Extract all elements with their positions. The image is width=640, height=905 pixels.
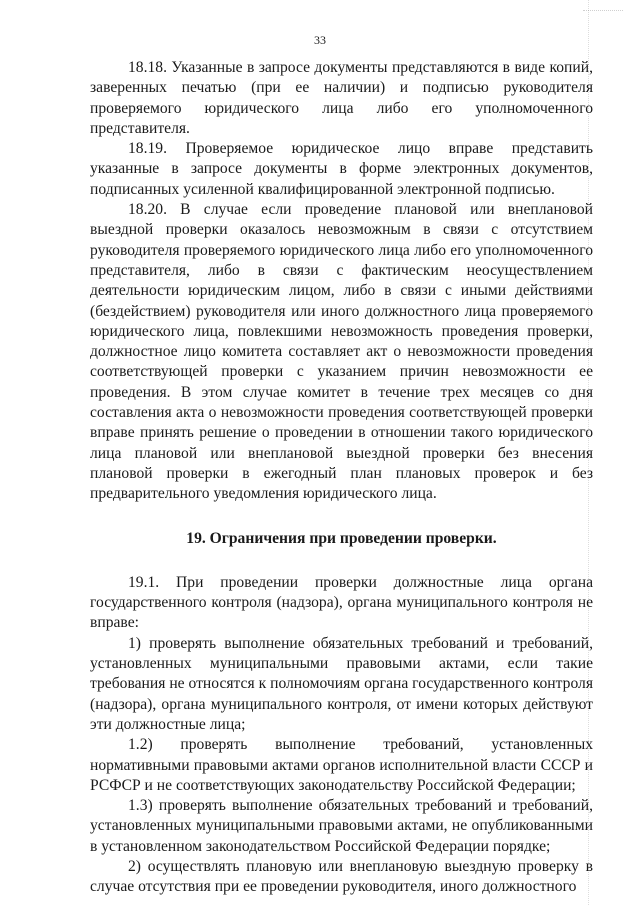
paragraph-18-18: 18.18. Указанные в запросе документы представляются в виде копий, заверенных печатью (при ее наличии) и подписью руководителя проверяемого юридического лица либо его уполномоченного представителя.: [90, 59, 593, 137]
paragraph-19-1: 19.1. При проведении проверки должностные лица органа государственного контроля (надзора), органа муниципального контроля не вправе:: [90, 573, 593, 632]
list-item-1-2: 1.2) проверять выполнение требований, установленных нормативными правовыми актами органов исполнительной власти СССР и РСФСР и не соответствующих законодательству Российской Федерации;: [90, 736, 593, 794]
page-number: 33: [314, 33, 326, 47]
list-item-1: 1) проверять выполнение обязательных требований и требований, установленных муниципальными правовыми актами, если такие требования не относятся к полномочиям органа государственного контроля (надзора), органа муниципального контроля, от имени которых действуют эти должностные лица;: [90, 634, 593, 733]
section-heading: 19. Ограничения при проведении проверки.: [186, 529, 497, 547]
paragraph-18-19: 18.19. Проверяемое юридическое лицо вправе представить указанные в запросе документы в форме электронных документов, подписанных усиленной квалифицированной электронной подписью.: [90, 140, 593, 198]
list-item-2: 2) осуществлять плановую или внеплановую выездную проверку в случае отсутствия при ее проведении руководителя, иного должностного: [90, 857, 593, 896]
document-body: [90, 58, 593, 898]
paragraph-18-20: 18.20. В случае если проведение плановой или внеплановой выездной проверки оказалось невозможным в связи с отсутствием руководителя проверяемого юридического лица либо его уполномоченного представителя, либо в связи с фактическим неосуществлением деятельности юридическим лицом, либо в связи с иными действиями (бездействием) руководителя или иного должностного лица проверяемого юридического лица, повлекшими невозможность проведения проверки, должностное лицо комитета составляет акт о невозможности проведения соответствующей проверки с указанием причин невозможности ее проведения. В этом случае комитет в течение трех месяцев со дня составления акта о невозможности проведения соответствующей проверки вправе принять решение о проведении в отношении такого юридического лица плановой или внеплановой выездной проверки без внесения плановой проверки в ежегодный план плановых проверок и без предварительного уведомления юридического лица.: [90, 201, 593, 503]
list-item-1-3: 1.3) проверять выполнение обязательных требований и требований, установленных муниципальными правовыми актами, не опубликованными в установленном законодательством Российской Федерации порядке;: [90, 797, 593, 855]
